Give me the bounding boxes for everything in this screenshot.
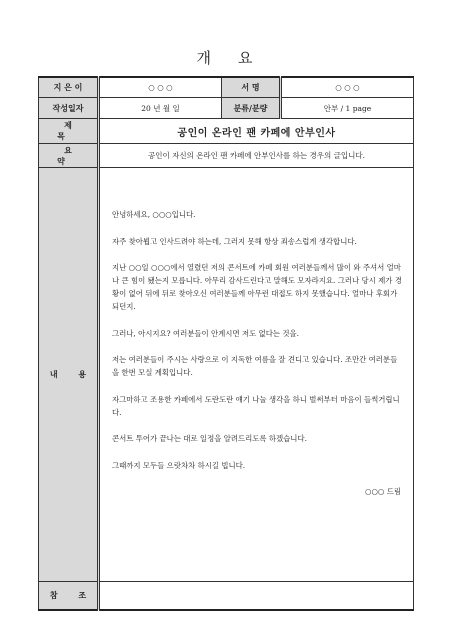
content-paragraph: 안녕하세요, ○○○입니다. xyxy=(112,210,196,219)
subject-value[interactable]: 공인이 온라인 팬 카페에 안부인사 xyxy=(99,119,414,144)
subject-row xyxy=(39,119,414,144)
reference-value[interactable] xyxy=(99,582,414,611)
author-row xyxy=(39,77,414,98)
page-title-char-1: 개 xyxy=(196,49,212,67)
signature-label: 서 명 xyxy=(222,77,281,98)
date-row xyxy=(39,98,414,119)
subject-label: 제 목 xyxy=(39,119,99,144)
content-label: 내 용 xyxy=(39,168,99,582)
reference-row xyxy=(39,582,414,611)
content-body[interactable] xyxy=(99,168,414,582)
summary-row xyxy=(39,144,414,168)
content-paragraph: 콘서트 투어가 끝나는 대로 일정을 알려드리도록 하겠습니다. xyxy=(112,434,307,443)
date-value[interactable]: 20 년 월 일 xyxy=(99,98,222,119)
content-signature: ○○○ 드림 xyxy=(365,487,401,496)
reference-label: 참 조 xyxy=(39,582,99,611)
date-label: 작성일자 xyxy=(39,98,99,119)
content-paragraph: 저는 여러분들이 주시는 사랑으로 이 지독한 여름을 잘 견디고 있습니다. 조만간 여러분들을 한번 모실 계획입니다. xyxy=(112,355,398,377)
author-value[interactable]: ○ ○ ○ xyxy=(99,77,222,98)
content-paragraph: 그때까지 모두들 으랏차차 하시길 빕니다. xyxy=(112,460,246,470)
content-paragraph: 그러나, 아시지요? 여러분들이 안계시면 저도 없다는 것을. xyxy=(112,328,299,338)
content-paragraph: 지난 ○○일 ○○○에서 열렸던 저의 콘서트에 카페 회원 여러분들께서 많이 와 주셔서 얼마나 큰 힘이 됐는지 모릅니다. 아무리 감사드린다고 말해도 모자라지요. 그러나 당시 제가 경황이 없어 뒤에 뒤로 찾아오신 여러분들께 아무런 대접도 하지 못했습니다. 얼마나 후회가 되던지. xyxy=(112,263,402,311)
summary-form-table xyxy=(38,76,414,611)
page-title xyxy=(0,47,450,68)
content-paragraph: 자그마하고 조용한 카페에서 도란도란 얘기 나눌 생각을 하니 벌써부터 마음이 들썩거립니다. xyxy=(112,394,400,417)
content-row xyxy=(39,168,414,582)
author-label: 지 은 이 xyxy=(39,77,99,98)
category-value[interactable]: 안부 / 1 page xyxy=(281,98,414,119)
page-title-char-2: 요 xyxy=(238,49,254,67)
content-paragraph: 자주 찾아뵙고 인사드려야 하는데, 그러지 못해 항상 죄송스럽게 생각합니다. xyxy=(112,236,357,246)
category-label: 분류/분량 xyxy=(222,98,281,119)
signature-value[interactable]: ○ ○ ○ xyxy=(281,77,414,98)
summary-value[interactable]: 공인이 자신의 온라인 팬 카페에 안부인사를 하는 경우의 글입니다. xyxy=(99,144,414,168)
summary-label: 요 약 xyxy=(39,144,99,168)
